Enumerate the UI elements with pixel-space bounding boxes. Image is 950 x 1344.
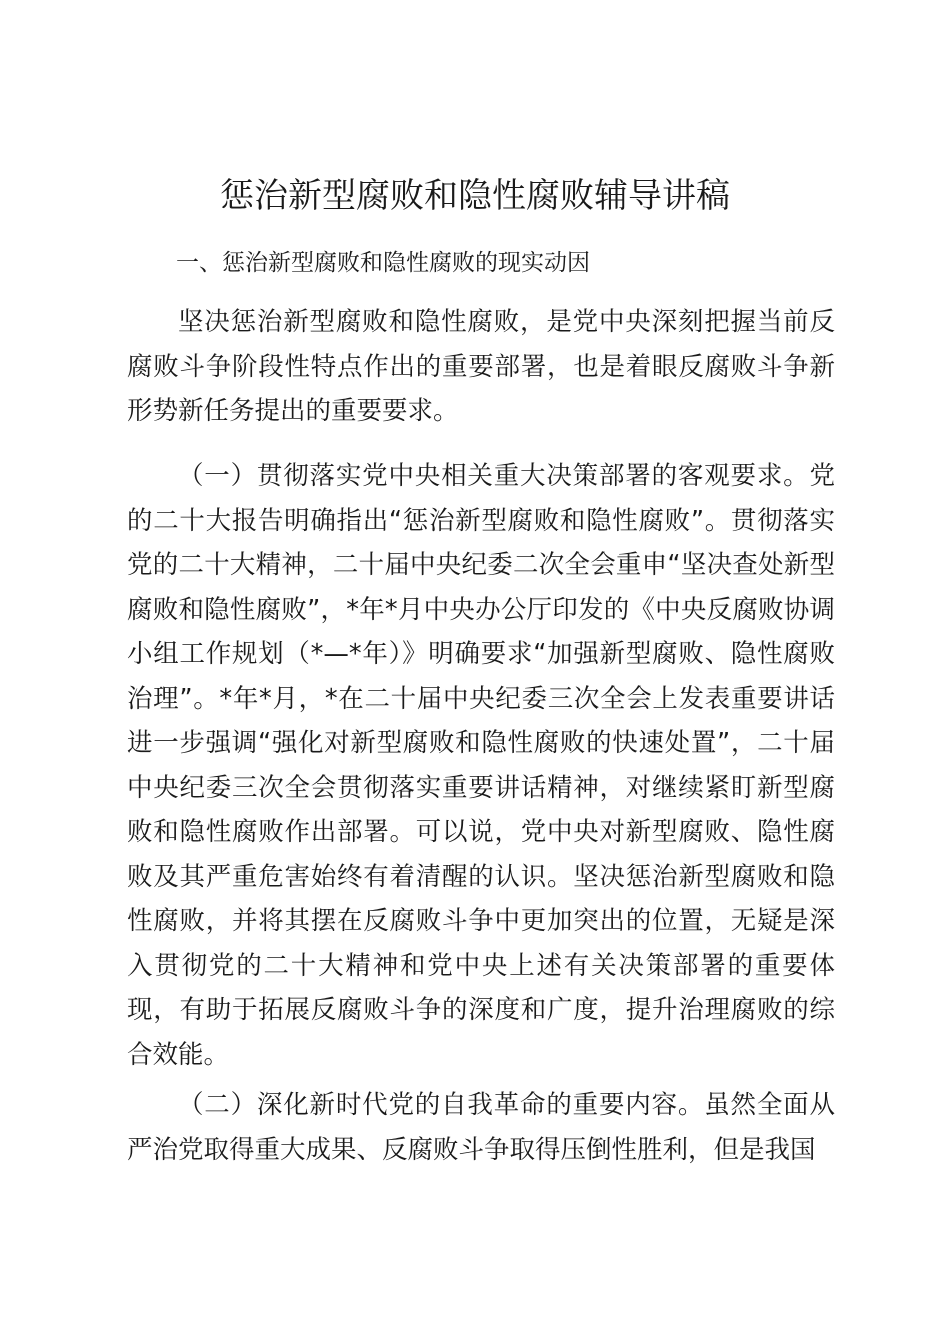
document-title: 惩治新型腐败和隐性腐败辅导讲稿 bbox=[220, 176, 730, 216]
paragraph-section-2: （二）深化新时代党的自我革命的重要内容。虽然全面从严治党取得重大成果、反腐败斗争取得压倒性胜利，但是我国 bbox=[127, 1090, 835, 1165]
section-heading: 一、惩治新型腐败和隐性腐败的现实动因 bbox=[176, 250, 590, 276]
paragraph-intro: 坚决惩治新型腐败和隐性腐败，是党中央深刻把握当前反腐败斗争阶段性特点作出的重要部署，也是着眼反腐败斗争新形势新任务提出的重要要求。 bbox=[127, 307, 835, 426]
paragraph-section-1: （一）贯彻落实党中央相关重大决策部署的客观要求。党的二十大报告明确指出“惩治新型腐败和隐性腐败”。贯彻落实党的二十大精神，二十届中央纪委二次全会重申“坚决查处新型腐败和隐性腐败”，*年*月中央办公厅印发的《中央反腐败协调小组工作规划（*—*年）》明确要求“加强新型腐败、隐性腐败治理”。*年*月，*在二十届中央纪委三次全会上发表重要讲话进一步强调“强化对新型腐败和隐性腐败的快速处置”，二十届中央纪委三次全会贯彻落实重要讲话精神，对继续紧盯新型腐败和隐性腐败作出部署。可以说，党中央对新型腐败、隐性腐败及其严重危害始终有着清醒的认识。坚决惩治新型腐败和隐性腐败，并将其摆在反腐败斗争中更加突出的位置，无疑是深入贯彻党的二十大精神和党中央上述有关决策部署的重要体现，有助于拓展反腐败斗争的深度和广度，提升治理腐败的综合效能。 bbox=[127, 461, 835, 1070]
